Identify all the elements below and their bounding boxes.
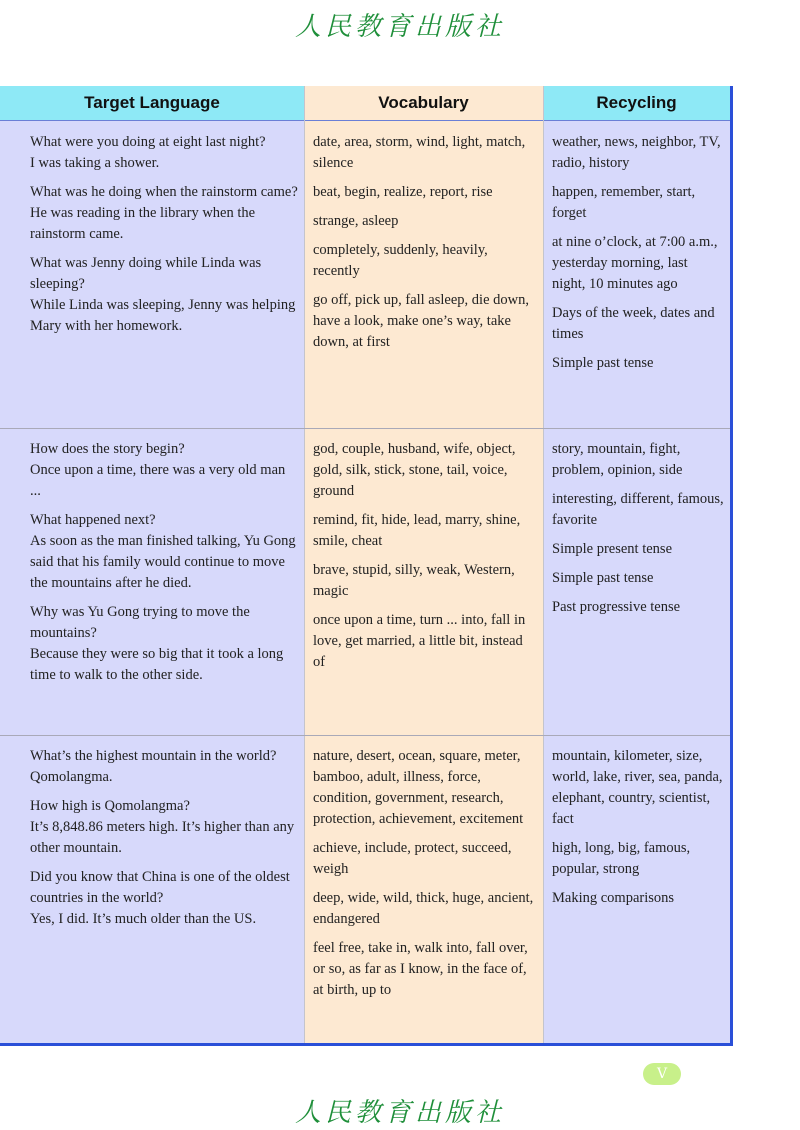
recycling-item: happen, remember, start, forget — [552, 184, 696, 221]
vocabulary-item: beat, begin, realize, report, rise — [313, 184, 493, 200]
header-target-language: Target Language — [0, 86, 304, 121]
vocabulary-item: god, couple, husband, wife, object, gold, silk, stick, stone, tail, voice, ground — [313, 441, 516, 499]
recycling-cell — [552, 746, 724, 917]
question-text: How high is Qomolangma? — [30, 798, 190, 814]
vocabulary-item: brave, stupid, silly, weak, Western, magic — [313, 562, 515, 599]
vocabulary-cell — [313, 746, 537, 1009]
target-language-item — [30, 867, 298, 930]
header-vocabulary: Vocabulary — [304, 86, 543, 121]
vocabulary-item: nature, desert, ocean, square, meter, bamboo, adult, illness, force, condition, government, research, protection, achievement, excitement — [313, 748, 524, 827]
recycling-item: Making comparisons — [552, 890, 675, 906]
recycling-item: mountain, kilometer, size, world, lake, river, sea, panda, elephant, country, scientist, fact — [552, 748, 723, 827]
answer-text: Yes, I did. It’s much older than the US. — [30, 911, 257, 927]
vocabulary-item: date, area, storm, wind, light, match, silence — [313, 134, 526, 171]
question-text: What’s the highest mountain in the world? — [30, 748, 277, 764]
target-language-item — [30, 182, 298, 245]
recycling-item: at nine o’clock, at 7:00 a.m., yesterday morning, last night, 10 minutes ago — [552, 234, 718, 292]
vocabulary-item: achieve, include, protect, succeed, weigh — [313, 840, 512, 877]
syllabus-table — [0, 86, 733, 1046]
vocabulary-item: deep, wide, wild, thick, huge, ancient, endangered — [313, 890, 534, 927]
recycling-item: Simple past tense — [552, 355, 654, 371]
page-number-badge: V — [643, 1063, 681, 1085]
vocabulary-item: once upon a time, turn ... into, fall in love, get married, a little bit, instead of — [313, 612, 526, 670]
vocabulary-item: strange, asleep — [313, 213, 399, 229]
target-language-item — [30, 253, 298, 337]
target-language-item — [30, 796, 298, 859]
target-language-cell — [30, 439, 298, 694]
question-text: What was he doing when the rainstorm came? — [30, 184, 298, 200]
answer-text: He was reading in the library when the rainstorm came. — [30, 205, 256, 242]
answer-text: Qomolangma. — [30, 769, 113, 785]
target-language-item — [30, 439, 298, 502]
publisher-logo-bottom: 人民教育出版社 — [294, 1098, 505, 1128]
recycling-item: interesting, different, famous, favorite — [552, 491, 724, 528]
vocabulary-item: feel free, take in, walk into, fall over, or so, as far as I know, in the face of, at birth, up to — [313, 940, 528, 998]
header-recycling: Recycling — [543, 86, 730, 121]
answer-text: I was taking a shower. — [30, 155, 160, 171]
vocabulary-item: go off, pick up, fall asleep, die down, have a look, make one’s way, take down, at first — [313, 292, 529, 350]
row-divider — [0, 735, 730, 736]
recycling-item: story, mountain, fight, problem, opinion, side — [552, 441, 683, 478]
column-divider — [304, 86, 305, 1043]
answer-text: Once upon a time, there was a very old man ... — [30, 462, 286, 499]
target-language-item — [30, 510, 298, 594]
vocabulary-cell — [313, 132, 537, 361]
target-language-item — [30, 132, 298, 174]
row-divider — [0, 428, 730, 429]
answer-text: It’s 8,848.86 meters high. It’s higher than any other mountain. — [30, 819, 295, 856]
target-language-item — [30, 746, 298, 788]
recycling-cell — [552, 132, 724, 382]
publisher-logo-top: 人民教育出版社 — [294, 12, 505, 42]
target-language-cell — [30, 746, 298, 938]
question-text: What happened next? — [30, 512, 156, 528]
question-text: Did you know that China is one of the oldest countries in the world? — [30, 869, 290, 906]
recycling-item: Simple past tense — [552, 570, 654, 586]
recycling-item: Days of the week, dates and times — [552, 305, 715, 342]
answer-text: While Linda was sleeping, Jenny was helping Mary with her homework. — [30, 297, 296, 334]
recycling-item: weather, news, neighbor, TV, radio, history — [552, 134, 721, 171]
recycling-item: Past progressive tense — [552, 599, 681, 615]
answer-text: As soon as the man finished talking, Yu Gong said that his family would continue to move the mountains after he died. — [30, 533, 296, 591]
column-divider — [543, 86, 544, 1043]
recycling-item: high, long, big, famous, popular, strong — [552, 840, 691, 877]
question-text: How does the story begin? — [30, 441, 185, 457]
target-language-item — [30, 602, 298, 686]
vocabulary-item: completely, suddenly, heavily, recently — [313, 242, 488, 279]
vocabulary-cell — [313, 439, 537, 681]
question-text: Why was Yu Gong trying to move the mountains? — [30, 604, 250, 641]
recycling-cell — [552, 439, 724, 626]
target-language-cell — [30, 132, 298, 345]
question-text: What were you doing at eight last night? — [30, 134, 266, 150]
question-text: What was Jenny doing while Linda was sleeping? — [30, 255, 262, 292]
recycling-item: Simple present tense — [552, 541, 673, 557]
vocabulary-item: remind, fit, hide, lead, marry, shine, smile, cheat — [313, 512, 521, 549]
answer-text: Because they were so big that it took a long time to walk to the other side. — [30, 646, 284, 683]
